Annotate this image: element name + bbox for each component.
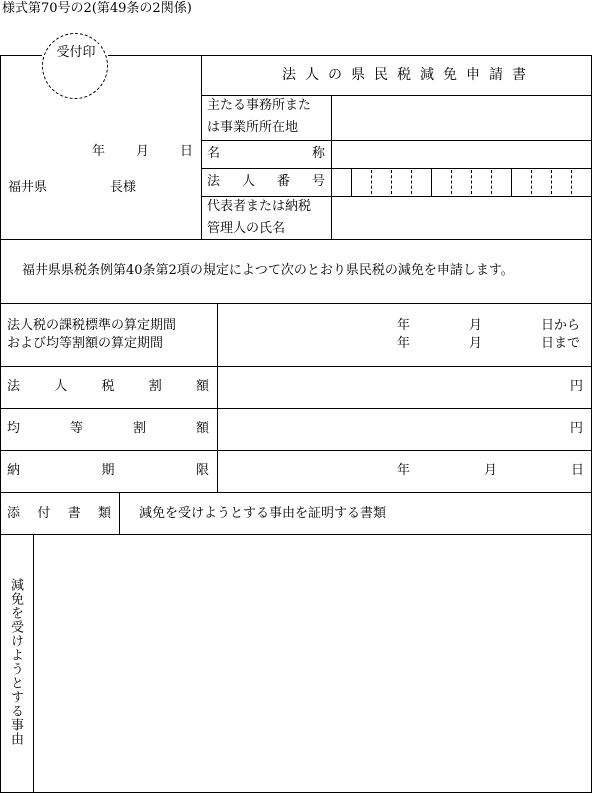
period-to-month: 月: [469, 336, 483, 351]
left-border: [0, 55, 1, 793]
date-month: 月: [136, 144, 150, 159]
date-day: 日: [180, 144, 194, 159]
corp-tax-label: 法 人 税 割 額: [7, 379, 209, 394]
attachments-label: 添 付 書 類: [7, 506, 111, 521]
attachments-divider: [119, 492, 120, 534]
top-border-left: [0, 55, 42, 56]
period-from-day: 日から: [541, 318, 581, 333]
corp-number-digit-divider: [551, 170, 552, 194]
corp-number-digit-divider: [531, 170, 532, 194]
header-divider: [201, 55, 202, 239]
addressee-suffix: 長様: [110, 180, 137, 195]
representative-label-line1: 代表者または納税: [207, 199, 312, 214]
equal-tax-unit: 円: [570, 421, 584, 436]
reason-label: 減免を受けようとする事由: [8, 578, 23, 746]
corp-number-digit-divider: [451, 170, 452, 194]
corp-number-box-divider: [351, 168, 352, 196]
corp-number-bottom-line: [201, 196, 592, 197]
corp-number-digit-divider: [371, 170, 372, 194]
corp-number-digit-divider: [391, 170, 392, 194]
address-bottom-line: [201, 140, 592, 141]
due-year: 年: [397, 463, 411, 478]
due-label: 納 期 限: [7, 463, 209, 478]
due-month: 月: [484, 463, 498, 478]
period-label-line2: および均等割額の算定期間: [7, 336, 164, 351]
equal-tax-label: 均 等 割 額: [7, 421, 209, 436]
address-label-line1: 主たる事務所また: [207, 98, 312, 113]
receipt-stamp-circle: [42, 33, 108, 99]
application-statement: 福井県県税条例第40条第2項の規定によつて次のとおり県民税の減免を申請します。: [22, 263, 514, 278]
receipt-stamp-label: 受付印: [51, 44, 101, 61]
corp-number-label: 法 人 番 号: [207, 174, 325, 189]
name-bottom-line: [201, 168, 592, 169]
corp-number-digit-divider: [471, 170, 472, 194]
statement-bottom-line: [0, 303, 592, 304]
period-to-day: 日まで: [541, 336, 581, 351]
period-from-year: 年: [397, 318, 411, 333]
corp-number-digit-divider: [411, 170, 412, 194]
due-day: 日: [571, 463, 585, 478]
corp-tax-bottom-line: [0, 408, 592, 409]
period-from-month: 月: [469, 318, 483, 333]
corp-number-digit-divider: [491, 170, 492, 194]
period-bottom-line: [0, 366, 592, 367]
reason-label-divider: [33, 534, 34, 793]
name-label: 名 称: [207, 146, 325, 161]
corp-number-box-divider: [431, 168, 432, 196]
form-title: [282, 67, 535, 83]
date-year: 年: [92, 144, 106, 159]
corp-number-box-divider: [511, 168, 512, 196]
address-label-line2: は事業所所在地: [207, 120, 299, 135]
form-title-text: 法人の県民税減免申請書: [282, 67, 535, 83]
header-bottom-line: [0, 239, 592, 240]
representative-label-line2: 管理人の氏名: [207, 221, 286, 236]
title-bottom-line: [201, 95, 592, 96]
equal-tax-bottom-line: [0, 450, 592, 451]
form-number: 様式第70号の2(第49条の2関係): [2, 1, 192, 16]
addressee-prefecture: 福井県: [8, 180, 48, 195]
top-border-right: [108, 55, 592, 56]
label-value-divider: [331, 95, 332, 239]
corp-tax-unit: 円: [570, 379, 584, 394]
corp-number-digit-divider: [571, 170, 572, 194]
attachments-value: 減免を受けようとする事由を証明する書類: [139, 506, 387, 521]
attachments-bottom-line: [0, 534, 592, 535]
period-to-year: 年: [397, 336, 411, 351]
due-bottom-line: [0, 492, 592, 493]
period-label-line1: 法人税の課税標準の算定期間: [7, 318, 177, 333]
lower-label-divider: [217, 303, 218, 492]
